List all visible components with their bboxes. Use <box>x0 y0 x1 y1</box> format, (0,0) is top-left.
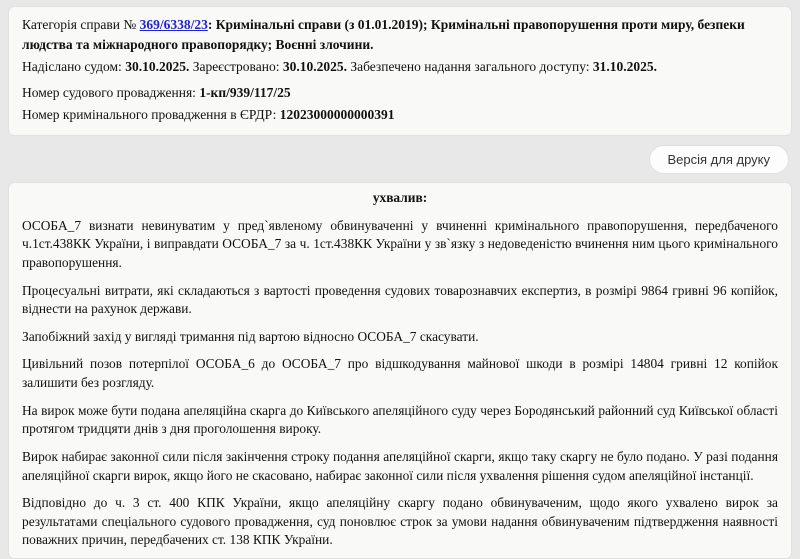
verdict-paragraph: Вирок набирає законної сили після закінчення строку подання апеляційної скарги, якщо таку скаргу не було подано. У разі подання апеляційної скарги вирок, якщо його не скасовано, набирає законної сили після ухвалення рішення судом апеляційної інстанції. <box>22 448 778 483</box>
print-version-button[interactable]: Версія для друку <box>649 145 790 175</box>
case-number-link[interactable]: 369/6338/23 <box>139 17 208 32</box>
verdict-panel <box>8 182 792 559</box>
court-proceeding-line <box>22 83 778 103</box>
erdr-label: Номер кримінального провадження в ЄРДР: <box>22 106 277 122</box>
verdict-paragraph: Цивільний позов потерпілої ОСОБА_6 до ОСОБА_7 про відшкодування майнової шкоди в розмірі 14804 гривні 12 копійок залишити без розгляду. <box>22 356 778 391</box>
access-label: Забезпечено надання загального доступу: <box>350 59 590 75</box>
verdict-heading: ухвалив: <box>372 190 428 206</box>
erdr-number-value: 12023000000000391 <box>279 106 395 122</box>
proceeding-number-value: 1-кп/939/117/25 <box>199 85 291 101</box>
verdict-paragraph: Запобіжний захід у вигляді тримання під вартою відносно ОСОБА_7 скасувати. <box>22 328 479 344</box>
access-date-value: 31.10.2025. <box>592 59 658 75</box>
verdict-paragraph: ОСОБА_7 визнати невинуватим у пред`явленому обвинуваченні у вчиненні кримінального правопорушення, передбаченого ч.1ст.438КК України, і виправдати ОСОБА_7 за ч. 1ст.438КК України у зв`язку з недоведеністю вчинення ним цього кримінального правопорушення. <box>22 217 778 270</box>
verdict-paragraph: Відповідно до ч. 3 ст. 400 КПК України, якщо апеляційну скаргу подано обвинуваченим, щодо якого ухвалено вирок за результатами спеціального судового провадження, суд поновлює строк за умови надання обвинуваченим підтвердження наявності поважних причин, передбачених ст. 138 КПК України. <box>22 495 778 548</box>
category-label: Категорія справи № <box>22 17 137 32</box>
verdict-paragraph: Процесуальні витрати, які складаються з вартості проведення судових товарознавчих експертиз, в розмірі 9864 гривні 96 копійок, віднести на рахунок держави. <box>22 282 778 317</box>
case-dates-line <box>22 57 778 77</box>
sent-date-value: 30.10.2025. <box>125 59 190 75</box>
case-category-line <box>22 15 778 54</box>
category-text: : Кримінальні справи (з 01.01.2019); Кримінальні правопорушення проти миру, безпеки людства та міжнародного правопорядку; Воєнні злочини. <box>22 17 745 52</box>
toolbar <box>8 136 792 183</box>
proceeding-label: Номер судового провадження: <box>22 85 196 101</box>
registered-date-value: 30.10.2025. <box>282 59 347 75</box>
erdr-proceeding-line <box>22 105 778 125</box>
case-info-panel <box>8 6 792 136</box>
verdict-paragraph: На вирок може бути подана апеляційна скарга до Київського апеляційного суду через Бородянський районний суд Київської області протягом тридцяти днів з дня проголошення вироку. <box>22 402 778 437</box>
registered-label: Зареєстровано: <box>192 59 280 75</box>
sent-label: Надіслано судом: <box>22 59 122 75</box>
